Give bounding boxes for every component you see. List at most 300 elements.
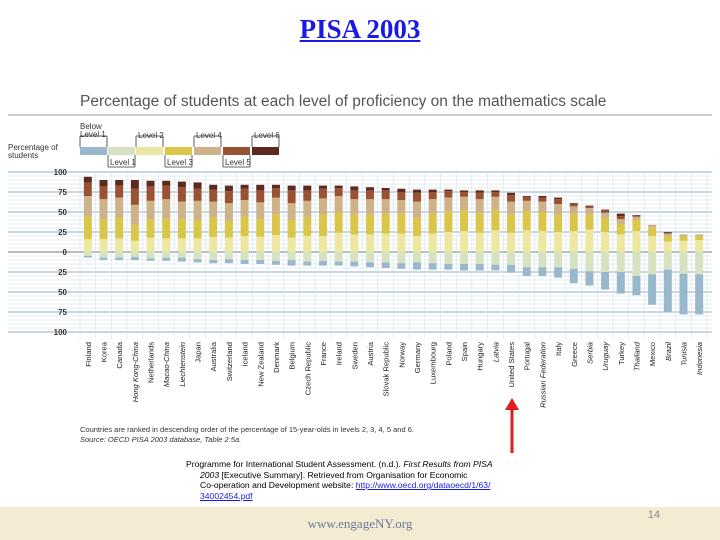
x-tick-label-indonesia: Indonesia <box>695 342 705 375</box>
segment-below-level-1 <box>225 259 233 263</box>
segment-level-6 <box>507 193 515 195</box>
x-tick-label-switzerland: Switzerland <box>224 342 234 382</box>
segment-level-4 <box>601 213 609 218</box>
segment-below-level-1 <box>632 276 640 295</box>
segment-below-level-1 <box>460 264 468 270</box>
segment-level-5 <box>632 216 640 217</box>
segment-level-3 <box>507 214 515 232</box>
segment-level-2 <box>256 237 264 252</box>
segment-level-6 <box>429 190 437 192</box>
segment-level-3 <box>585 214 593 229</box>
segment-level-5 <box>256 190 264 202</box>
segment-level-4 <box>679 234 687 236</box>
bar-denmark <box>272 185 280 265</box>
segment-level-4 <box>554 204 562 214</box>
segment-level-5 <box>241 189 249 200</box>
segment-level-4 <box>209 202 217 218</box>
bar-portugal <box>523 196 531 276</box>
segment-level-3 <box>366 214 374 234</box>
segment-level-2 <box>241 236 249 252</box>
segment-level-4 <box>523 201 531 211</box>
segment-level-3 <box>178 219 186 238</box>
segment-level-3 <box>664 236 672 242</box>
segment-level-3 <box>241 217 249 236</box>
segment-below-level-1 <box>679 274 687 315</box>
y-tick-label: 100 <box>53 328 67 337</box>
segment-level-5 <box>162 186 170 200</box>
page-number: 14 <box>647 509 660 521</box>
segment-level-5 <box>272 188 280 198</box>
segment-level-5 <box>523 197 531 201</box>
x-tick-label-france: France <box>318 342 328 366</box>
segment-level-3 <box>679 236 687 241</box>
segment-level-2 <box>194 238 202 252</box>
x-tick-label-serbia: Serbia <box>585 342 595 364</box>
segment-level-2 <box>382 234 390 252</box>
segment-level-3 <box>272 214 280 235</box>
x-tick-label-czech-republic: Czech Republic <box>303 342 313 396</box>
segment-level-2 <box>601 232 609 252</box>
segment-level-5 <box>585 206 593 208</box>
legend-swatch-level-2 <box>136 147 163 155</box>
segment-level-6 <box>288 186 296 191</box>
segment-below-level-1 <box>538 267 546 276</box>
segment-below-level-1 <box>664 270 672 312</box>
segment-level-3 <box>617 224 625 234</box>
x-tick-label-iceland: Iceland <box>240 342 250 367</box>
legend-label-level-5: Level 5 <box>225 158 251 167</box>
segment-level-1 <box>491 252 499 265</box>
segment-level-4 <box>288 203 296 220</box>
segment-level-6 <box>241 185 249 189</box>
segment-level-6 <box>554 198 562 200</box>
x-tick-label-norway: Norway <box>397 342 407 368</box>
segment-level-6 <box>523 196 531 197</box>
citation-link[interactable]: http://www.oecd.org/dataoecd/1/63/ <box>355 480 491 491</box>
segment-level-2 <box>303 236 311 252</box>
segment-level-5 <box>194 189 202 201</box>
segment-below-level-1 <box>523 267 531 276</box>
segment-level-3 <box>209 218 217 237</box>
segment-level-4 <box>632 217 640 220</box>
chart-source: Source: OECD PISA 2003 database, Table 2.5a. <box>80 435 242 444</box>
segment-level-6 <box>147 181 155 187</box>
legend-label-level-6: Level 6 <box>254 131 280 140</box>
segment-level-1 <box>695 252 703 274</box>
segment-level-5 <box>303 190 311 200</box>
legend <box>8 122 280 167</box>
segment-below-level-1 <box>209 260 217 263</box>
segment-level-3 <box>84 217 92 239</box>
y-tick-label: 75 <box>58 308 67 317</box>
segment-below-level-1 <box>397 263 405 269</box>
segment-level-2 <box>648 236 656 252</box>
x-tick-label-liechtenstein: Liechtenstein <box>177 342 187 387</box>
segment-below-level-1 <box>648 274 656 304</box>
segment-below-level-1 <box>429 263 437 269</box>
segment-level-1 <box>288 252 296 260</box>
segment-level-2 <box>147 238 155 252</box>
x-tick-label-poland: Poland <box>444 342 454 366</box>
segment-level-1 <box>100 252 108 258</box>
arrow-head-icon <box>505 398 519 410</box>
segment-level-2 <box>538 231 546 252</box>
segment-below-level-1 <box>491 265 499 271</box>
segment-level-6 <box>617 214 625 216</box>
segment-below-level-1 <box>256 260 264 264</box>
segment-below-level-1 <box>241 260 249 264</box>
segment-level-2 <box>679 241 687 252</box>
segment-level-4 <box>491 197 499 210</box>
segment-level-1 <box>679 252 687 274</box>
segment-level-3 <box>554 214 562 232</box>
bar-netherlands <box>147 181 155 261</box>
y-tick-label: 50 <box>58 288 67 297</box>
segment-level-3 <box>632 220 640 231</box>
segment-level-1 <box>256 252 264 260</box>
bar-finland <box>84 177 92 258</box>
bar-australia <box>209 185 217 263</box>
segment-level-2 <box>617 234 625 252</box>
segment-level-4 <box>162 199 170 218</box>
x-tick-label-uruguay: Uruguay <box>601 342 611 371</box>
segment-level-5 <box>460 192 468 197</box>
x-tick-label-greece: Greece <box>569 342 579 367</box>
bar-switzerland <box>225 186 233 264</box>
bar-canada <box>115 180 123 260</box>
segment-level-2 <box>523 230 531 252</box>
y-tick-label: 75 <box>58 188 67 197</box>
segment-level-1 <box>225 252 233 259</box>
bar-hong-kong-china <box>131 180 139 260</box>
footer-site: www.engageNY.org <box>307 516 413 531</box>
y-axis-title: Percentage of students <box>8 143 58 160</box>
segment-level-6 <box>538 196 546 198</box>
segment-level-4 <box>335 196 343 212</box>
bar-thailand <box>632 215 640 295</box>
citation-title-1: First Results from PISA <box>403 459 493 469</box>
bar-germany <box>413 190 421 270</box>
segment-level-6 <box>303 186 311 191</box>
segment-level-5 <box>366 190 374 199</box>
x-tick-label-australia: Australia <box>209 342 219 372</box>
segment-level-4 <box>429 199 437 213</box>
segment-level-5 <box>476 193 484 199</box>
bar-luxembourg <box>429 190 437 270</box>
segment-level-4 <box>225 203 233 221</box>
segment-below-level-1 <box>585 271 593 285</box>
segment-level-3 <box>601 218 609 232</box>
segment-level-3 <box>491 210 499 231</box>
segment-level-2 <box>397 234 405 252</box>
bar-serbia <box>585 206 593 286</box>
segment-level-4 <box>648 225 656 227</box>
segment-level-1 <box>272 252 280 261</box>
bar-sweden <box>350 186 358 266</box>
segment-below-level-1 <box>554 267 562 277</box>
x-tick-label-slovak-republic: Slovak Republic <box>381 342 391 397</box>
bar-brazil <box>664 232 672 312</box>
segment-level-2 <box>554 232 562 252</box>
y-tick-label: 25 <box>58 268 67 277</box>
segment-level-2 <box>695 240 703 252</box>
segment-level-5 <box>225 191 233 203</box>
segment-level-2 <box>491 230 499 252</box>
bar-belgium <box>288 186 296 266</box>
segment-level-3 <box>397 214 405 234</box>
segment-level-6 <box>131 180 139 189</box>
segment-level-3 <box>194 220 202 238</box>
legend-swatch-below-level-1 <box>80 147 107 155</box>
segment-level-1 <box>131 252 139 257</box>
arrow-highlight <box>504 396 520 454</box>
x-tick-label-austria: Austria <box>365 342 375 366</box>
bar-spain <box>460 190 468 270</box>
y-tick-label: 0 <box>62 248 67 257</box>
segment-below-level-1 <box>413 262 421 269</box>
segment-level-6 <box>491 190 499 192</box>
segment-level-6 <box>366 187 374 190</box>
segment-level-3 <box>115 218 123 239</box>
x-tick-label-portugal: Portugal <box>522 342 532 371</box>
segment-level-1 <box>209 252 217 260</box>
bar-iceland <box>241 185 249 264</box>
segment-level-4 <box>84 196 92 217</box>
segment-level-3 <box>319 214 327 236</box>
segment-level-4 <box>241 200 249 217</box>
bar-latvia <box>491 190 499 270</box>
segment-level-5 <box>84 182 92 196</box>
segment-level-4 <box>350 199 358 214</box>
segment-level-6 <box>476 190 484 192</box>
segment-level-1 <box>194 252 202 259</box>
segment-level-1 <box>664 252 672 270</box>
segment-level-6 <box>100 180 108 186</box>
segment-level-2 <box>288 238 296 252</box>
x-tick-label-turkey: Turkey <box>616 342 626 365</box>
segment-level-2 <box>507 233 515 252</box>
segment-level-1 <box>366 252 374 262</box>
x-tick-label-thailand: Thailand <box>632 342 642 372</box>
x-tick-label-ireland: Ireland <box>334 342 344 366</box>
segment-below-level-1 <box>444 264 452 270</box>
legend-label-below-level-1: Below Level 1 <box>80 122 106 139</box>
segment-level-4 <box>538 202 546 212</box>
segment-level-4 <box>100 199 108 219</box>
segment-level-4 <box>178 202 186 220</box>
segment-level-5 <box>507 195 515 201</box>
citation-link-cont[interactable]: 34002454.pdf <box>200 490 253 501</box>
bar-liechtenstein <box>178 182 186 262</box>
segment-level-2 <box>100 239 108 252</box>
segment-level-3 <box>335 212 343 233</box>
legend-swatch-level-6 <box>252 147 279 155</box>
segment-level-5 <box>382 190 390 199</box>
bar-norway <box>397 189 405 269</box>
segment-level-5 <box>209 190 217 202</box>
bar-united-states <box>507 193 515 273</box>
x-tick-label-canada: Canada <box>115 342 125 369</box>
segment-level-2 <box>444 232 452 252</box>
legend-swatch-level-3 <box>165 147 192 155</box>
x-tick-label-new-zealand: New Zealand <box>256 342 266 387</box>
x-tick-label-hong-kong-china: Hong Kong-China <box>130 342 140 403</box>
segment-level-3 <box>429 214 437 234</box>
segment-level-6 <box>585 206 593 207</box>
segment-level-2 <box>632 231 640 252</box>
x-tick-label-korea: Korea <box>99 342 109 363</box>
segment-level-6 <box>460 190 468 192</box>
segment-level-5 <box>147 186 155 200</box>
bar-greece <box>570 203 578 283</box>
x-tick-label-united-states: United States <box>507 342 517 388</box>
bar-new-zealand <box>256 185 264 264</box>
bar-indonesia <box>695 234 703 314</box>
bar-poland <box>444 190 452 270</box>
x-tick-label-russian-federation: Russian Federation <box>538 342 548 408</box>
citation-lead: Programme for International Student Assessment. (n.d.). <box>186 459 404 469</box>
segment-below-level-1 <box>303 262 311 266</box>
bar-slovak-republic <box>382 188 390 268</box>
segment-level-2 <box>350 234 358 252</box>
segment-level-5 <box>115 186 123 198</box>
x-tick-label-macao-china: Macao-China <box>162 342 172 388</box>
segment-below-level-1 <box>507 265 515 273</box>
segment-level-1 <box>303 252 311 262</box>
segment-below-level-1 <box>272 261 280 265</box>
segment-level-1 <box>554 252 562 267</box>
segment-level-5 <box>570 204 578 206</box>
legend-swatch-level-1 <box>108 147 135 155</box>
x-tick-label-sweden: Sweden <box>350 342 360 370</box>
segment-level-6 <box>209 185 217 190</box>
segment-level-2 <box>570 231 578 252</box>
footer <box>0 507 720 540</box>
segment-level-1 <box>350 252 358 262</box>
segment-level-3 <box>147 219 155 237</box>
segment-level-1 <box>444 252 452 264</box>
arrow-shaft <box>511 409 514 453</box>
segment-level-6 <box>397 189 405 192</box>
bar-japan <box>194 182 202 262</box>
bar-austria <box>366 187 374 267</box>
segment-level-4 <box>460 197 468 211</box>
chart-note: Countries are ranked in descending order of the percentage of 15-year-olds in levels 2, 3, 4, 5 and 6. <box>80 425 414 434</box>
citation-summary: [Executive Summary]. Retrieved from Organisation for Economic <box>219 469 468 480</box>
x-tick-label-spain: Spain <box>460 342 470 362</box>
segment-level-4 <box>617 219 625 224</box>
segment-level-1 <box>84 252 92 256</box>
segment-level-6 <box>601 210 609 211</box>
segment-below-level-1 <box>115 258 123 260</box>
segment-level-5 <box>131 189 139 205</box>
segment-level-6 <box>115 180 123 186</box>
segment-level-2 <box>460 231 468 252</box>
segment-level-3 <box>413 218 421 236</box>
y-tick-label: 25 <box>58 228 67 237</box>
segment-level-3 <box>476 213 484 233</box>
segment-level-5 <box>601 210 609 212</box>
bar-korea <box>100 180 108 260</box>
segment-level-1 <box>523 252 531 267</box>
segment-level-2 <box>272 235 280 252</box>
segment-level-3 <box>100 219 108 239</box>
segment-level-1 <box>241 252 249 260</box>
x-tick-label-tunisia: Tunisia <box>679 342 689 366</box>
segment-level-3 <box>538 212 546 231</box>
segment-level-5 <box>319 189 327 199</box>
bar-mexico <box>648 225 656 305</box>
x-tick-label-japan: Japan <box>193 342 203 363</box>
segment-level-1 <box>397 252 405 263</box>
segment-level-4 <box>319 198 327 214</box>
segment-level-2 <box>664 242 672 252</box>
segment-level-4 <box>570 206 578 213</box>
y-tick-label: 100 <box>53 168 67 177</box>
segment-level-2 <box>209 237 217 252</box>
segment-level-5 <box>413 193 421 202</box>
x-tick-label-germany: Germany <box>413 342 423 374</box>
segment-below-level-1 <box>131 257 139 260</box>
legend-swatch-level-4 <box>194 147 221 155</box>
slide-title[interactable]: PISA 2003 <box>299 14 421 44</box>
segment-level-3 <box>570 214 578 232</box>
x-tick-label-belgium: Belgium <box>287 342 297 370</box>
x-axis <box>84 341 704 408</box>
segment-level-4 <box>366 199 374 214</box>
citation-title-2: 2003 <box>200 469 220 480</box>
x-tick-label-mexico: Mexico <box>648 342 658 367</box>
segment-level-4 <box>397 200 405 214</box>
segment-level-1 <box>585 252 593 271</box>
segment-level-6 <box>178 182 186 188</box>
segment-level-2 <box>335 233 343 252</box>
segment-below-level-1 <box>617 272 625 294</box>
x-tick-label-denmark: Denmark <box>271 342 281 373</box>
segment-level-6 <box>256 185 264 191</box>
chart-title: Percentage of students at each level of proficiency on the mathematics scale <box>80 93 607 110</box>
citation <box>186 459 526 501</box>
segment-level-6 <box>413 190 421 193</box>
segment-level-3 <box>131 225 139 241</box>
segment-level-5 <box>178 187 186 201</box>
segment-level-3 <box>382 214 390 234</box>
segment-level-4 <box>382 199 390 213</box>
segment-level-4 <box>585 208 593 214</box>
segment-level-1 <box>632 252 640 276</box>
segment-level-1 <box>507 252 515 265</box>
segment-level-2 <box>319 236 327 252</box>
bar-russian-federation <box>538 196 546 276</box>
segment-level-5 <box>335 188 343 196</box>
segment-level-1 <box>570 252 578 269</box>
legend-label-level-3: Level 3 <box>167 158 193 167</box>
proficiency-chart <box>0 84 720 456</box>
segment-level-6 <box>84 177 92 183</box>
segment-level-2 <box>162 238 170 252</box>
bar-france <box>319 186 327 266</box>
bar-italy <box>554 198 562 278</box>
segment-below-level-1 <box>350 262 358 267</box>
segment-below-level-1 <box>162 258 170 261</box>
segment-level-1 <box>413 252 421 262</box>
y-tick-label: 50 <box>58 208 67 217</box>
segment-level-4 <box>413 202 421 218</box>
segment-level-2 <box>84 239 92 252</box>
segment-level-2 <box>366 234 374 252</box>
segment-level-1 <box>335 252 343 262</box>
segment-level-2 <box>178 238 186 252</box>
